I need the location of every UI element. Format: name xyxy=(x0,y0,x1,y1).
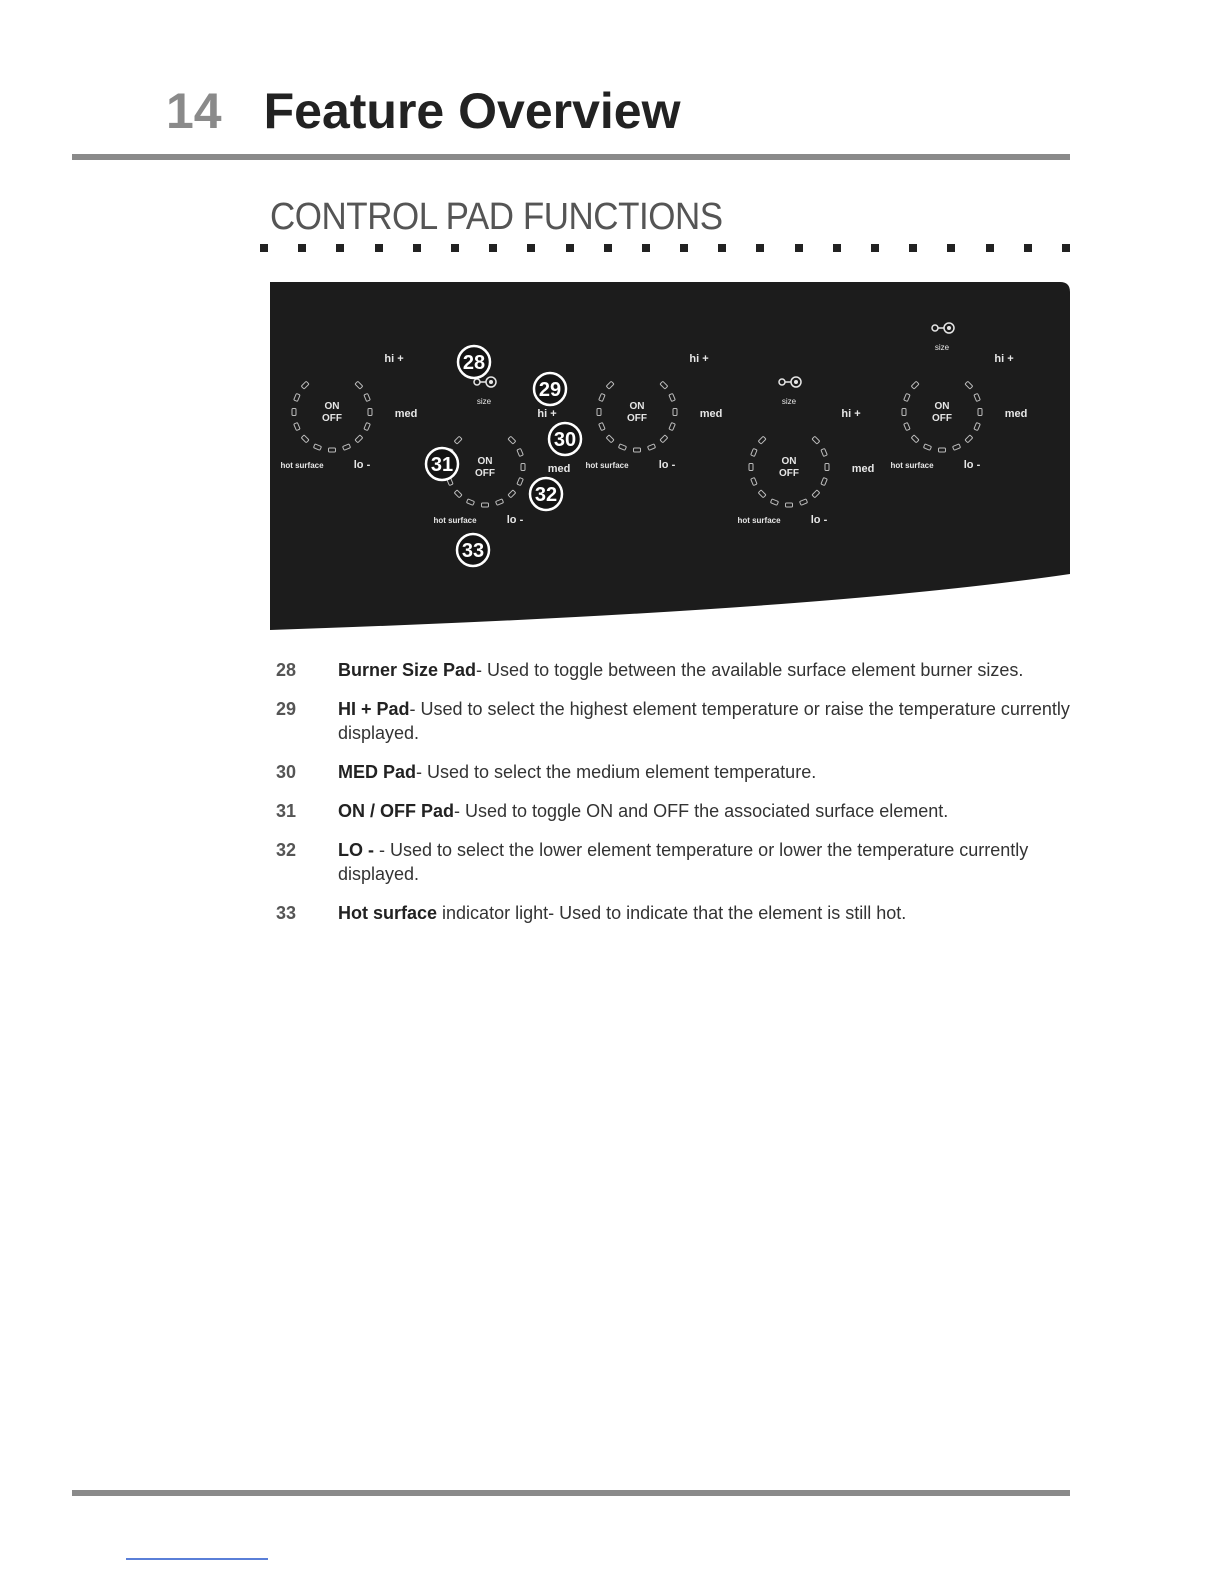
list-item xyxy=(276,658,1076,682)
item-description xyxy=(338,697,1076,745)
bottom-divider xyxy=(72,1490,1070,1496)
top-divider xyxy=(72,154,1070,160)
size-label: size xyxy=(781,397,797,406)
hi-plus-label: hi + xyxy=(689,353,709,365)
size-large-core xyxy=(489,380,493,384)
callout-number: 32 xyxy=(534,484,558,506)
item-number: 33 xyxy=(276,903,297,923)
dotted-divider xyxy=(260,244,1070,252)
callout-number: 31 xyxy=(430,454,454,476)
divider-dot xyxy=(756,244,764,252)
divider-dot xyxy=(986,244,994,252)
lo-minus-label: lo - xyxy=(658,459,676,471)
divider-dot xyxy=(298,244,306,252)
divider-dot xyxy=(947,244,955,252)
on-label: ON xyxy=(629,401,645,412)
hi-plus-label: hi + xyxy=(994,353,1014,365)
divider-dot xyxy=(604,244,612,252)
divider-dot xyxy=(833,244,841,252)
item-number: 30 xyxy=(276,762,297,782)
item-desc-text: - Used to toggle between the available surface element burner sizes. xyxy=(476,660,1024,680)
size-large-core xyxy=(947,326,951,330)
divider-dot xyxy=(909,244,917,252)
divider-dot xyxy=(413,244,421,252)
item-term: ON / OFF Pad xyxy=(338,801,455,821)
lo-minus-label: lo - xyxy=(506,514,524,526)
list-item xyxy=(276,901,1076,925)
off-label: OFF xyxy=(779,468,799,479)
hot-surface-label: hot surface xyxy=(890,461,934,470)
off-label: OFF xyxy=(322,413,342,424)
hot-surface-label: hot surface xyxy=(433,516,477,525)
hi-plus-label: hi + xyxy=(841,408,861,420)
item-term: LO - xyxy=(338,840,374,860)
size-label: size xyxy=(476,397,492,406)
list-item xyxy=(276,697,1076,745)
section-title: CONTROL PAD FUNCTIONS xyxy=(270,196,723,238)
list-item xyxy=(276,760,1076,784)
divider-dot xyxy=(1062,244,1070,252)
callout-number: 29 xyxy=(538,379,562,401)
divider-dot xyxy=(718,244,726,252)
item-desc-text: - Used to select the medium element temperature. xyxy=(416,762,817,782)
list-item xyxy=(276,838,1076,886)
lo-minus-label: lo - xyxy=(353,459,371,471)
item-term: Burner Size Pad xyxy=(338,660,477,680)
item-desc-text: indicator light- Used to indicate that the element is still hot. xyxy=(437,903,907,923)
item-description xyxy=(338,838,1076,886)
callout-number: 33 xyxy=(461,540,485,562)
on-label: ON xyxy=(324,401,340,412)
med-label: med xyxy=(699,408,723,420)
on-label: ON xyxy=(477,456,493,467)
hot-surface-label: hot surface xyxy=(585,461,629,470)
size-label: size xyxy=(934,343,950,352)
footer-link-line xyxy=(126,1558,268,1560)
med-label: med xyxy=(1004,408,1028,420)
item-number: 28 xyxy=(276,660,297,680)
item-desc-text: - Used to select the highest element temperature or raise the temperature currently displayed. xyxy=(338,699,1070,743)
size-large-core xyxy=(794,380,798,384)
med-label: med xyxy=(547,463,571,475)
item-term: MED Pad xyxy=(338,762,417,782)
on-label: ON xyxy=(934,401,950,412)
item-desc-text: - Used to toggle ON and OFF the associated surface element. xyxy=(454,801,949,821)
list-item xyxy=(276,799,1076,823)
item-description xyxy=(338,799,1076,823)
off-label: OFF xyxy=(475,468,495,479)
divider-dot xyxy=(680,244,688,252)
callout-number: 30 xyxy=(553,429,577,451)
hi-plus-label: hi + xyxy=(537,408,557,420)
chapter-heading xyxy=(166,76,681,146)
item-number: 31 xyxy=(276,801,297,821)
panel-body xyxy=(270,282,1070,630)
item-term: Hot surface xyxy=(338,903,438,923)
off-label: OFF xyxy=(627,413,647,424)
divider-dot xyxy=(795,244,803,252)
item-number: 29 xyxy=(276,699,297,719)
divider-dot xyxy=(451,244,459,252)
divider-dot xyxy=(375,244,383,252)
item-description xyxy=(338,760,1076,784)
item-term: HI + Pad xyxy=(338,699,410,719)
divider-dot xyxy=(527,244,535,252)
item-number: 32 xyxy=(276,840,297,860)
item-desc-text: - Used to select the lower element temperature or lower the temperature currently displayed. xyxy=(338,840,1029,884)
item-description xyxy=(338,658,1076,682)
feature-list xyxy=(276,658,1076,940)
chapter-number: 14 xyxy=(166,83,222,139)
callout-number: 28 xyxy=(462,352,486,374)
lo-minus-label: lo - xyxy=(963,459,981,471)
on-label: ON xyxy=(781,456,797,467)
divider-dot xyxy=(489,244,497,252)
hot-surface-label: hot surface xyxy=(737,516,781,525)
chapter-title: Feature Overview xyxy=(263,83,681,139)
divider-dot xyxy=(260,244,268,252)
item-description xyxy=(338,901,1076,925)
off-label: OFF xyxy=(932,413,952,424)
divider-dot xyxy=(871,244,879,252)
control-panel-illustration xyxy=(270,282,1070,632)
lo-minus-label: lo - xyxy=(810,514,828,526)
divider-dot xyxy=(566,244,574,252)
med-label: med xyxy=(394,408,418,420)
hi-plus-label: hi + xyxy=(384,353,404,365)
divider-dot xyxy=(642,244,650,252)
divider-dot xyxy=(336,244,344,252)
divider-dot xyxy=(1024,244,1032,252)
hot-surface-label: hot surface xyxy=(280,461,324,470)
med-label: med xyxy=(851,463,875,475)
